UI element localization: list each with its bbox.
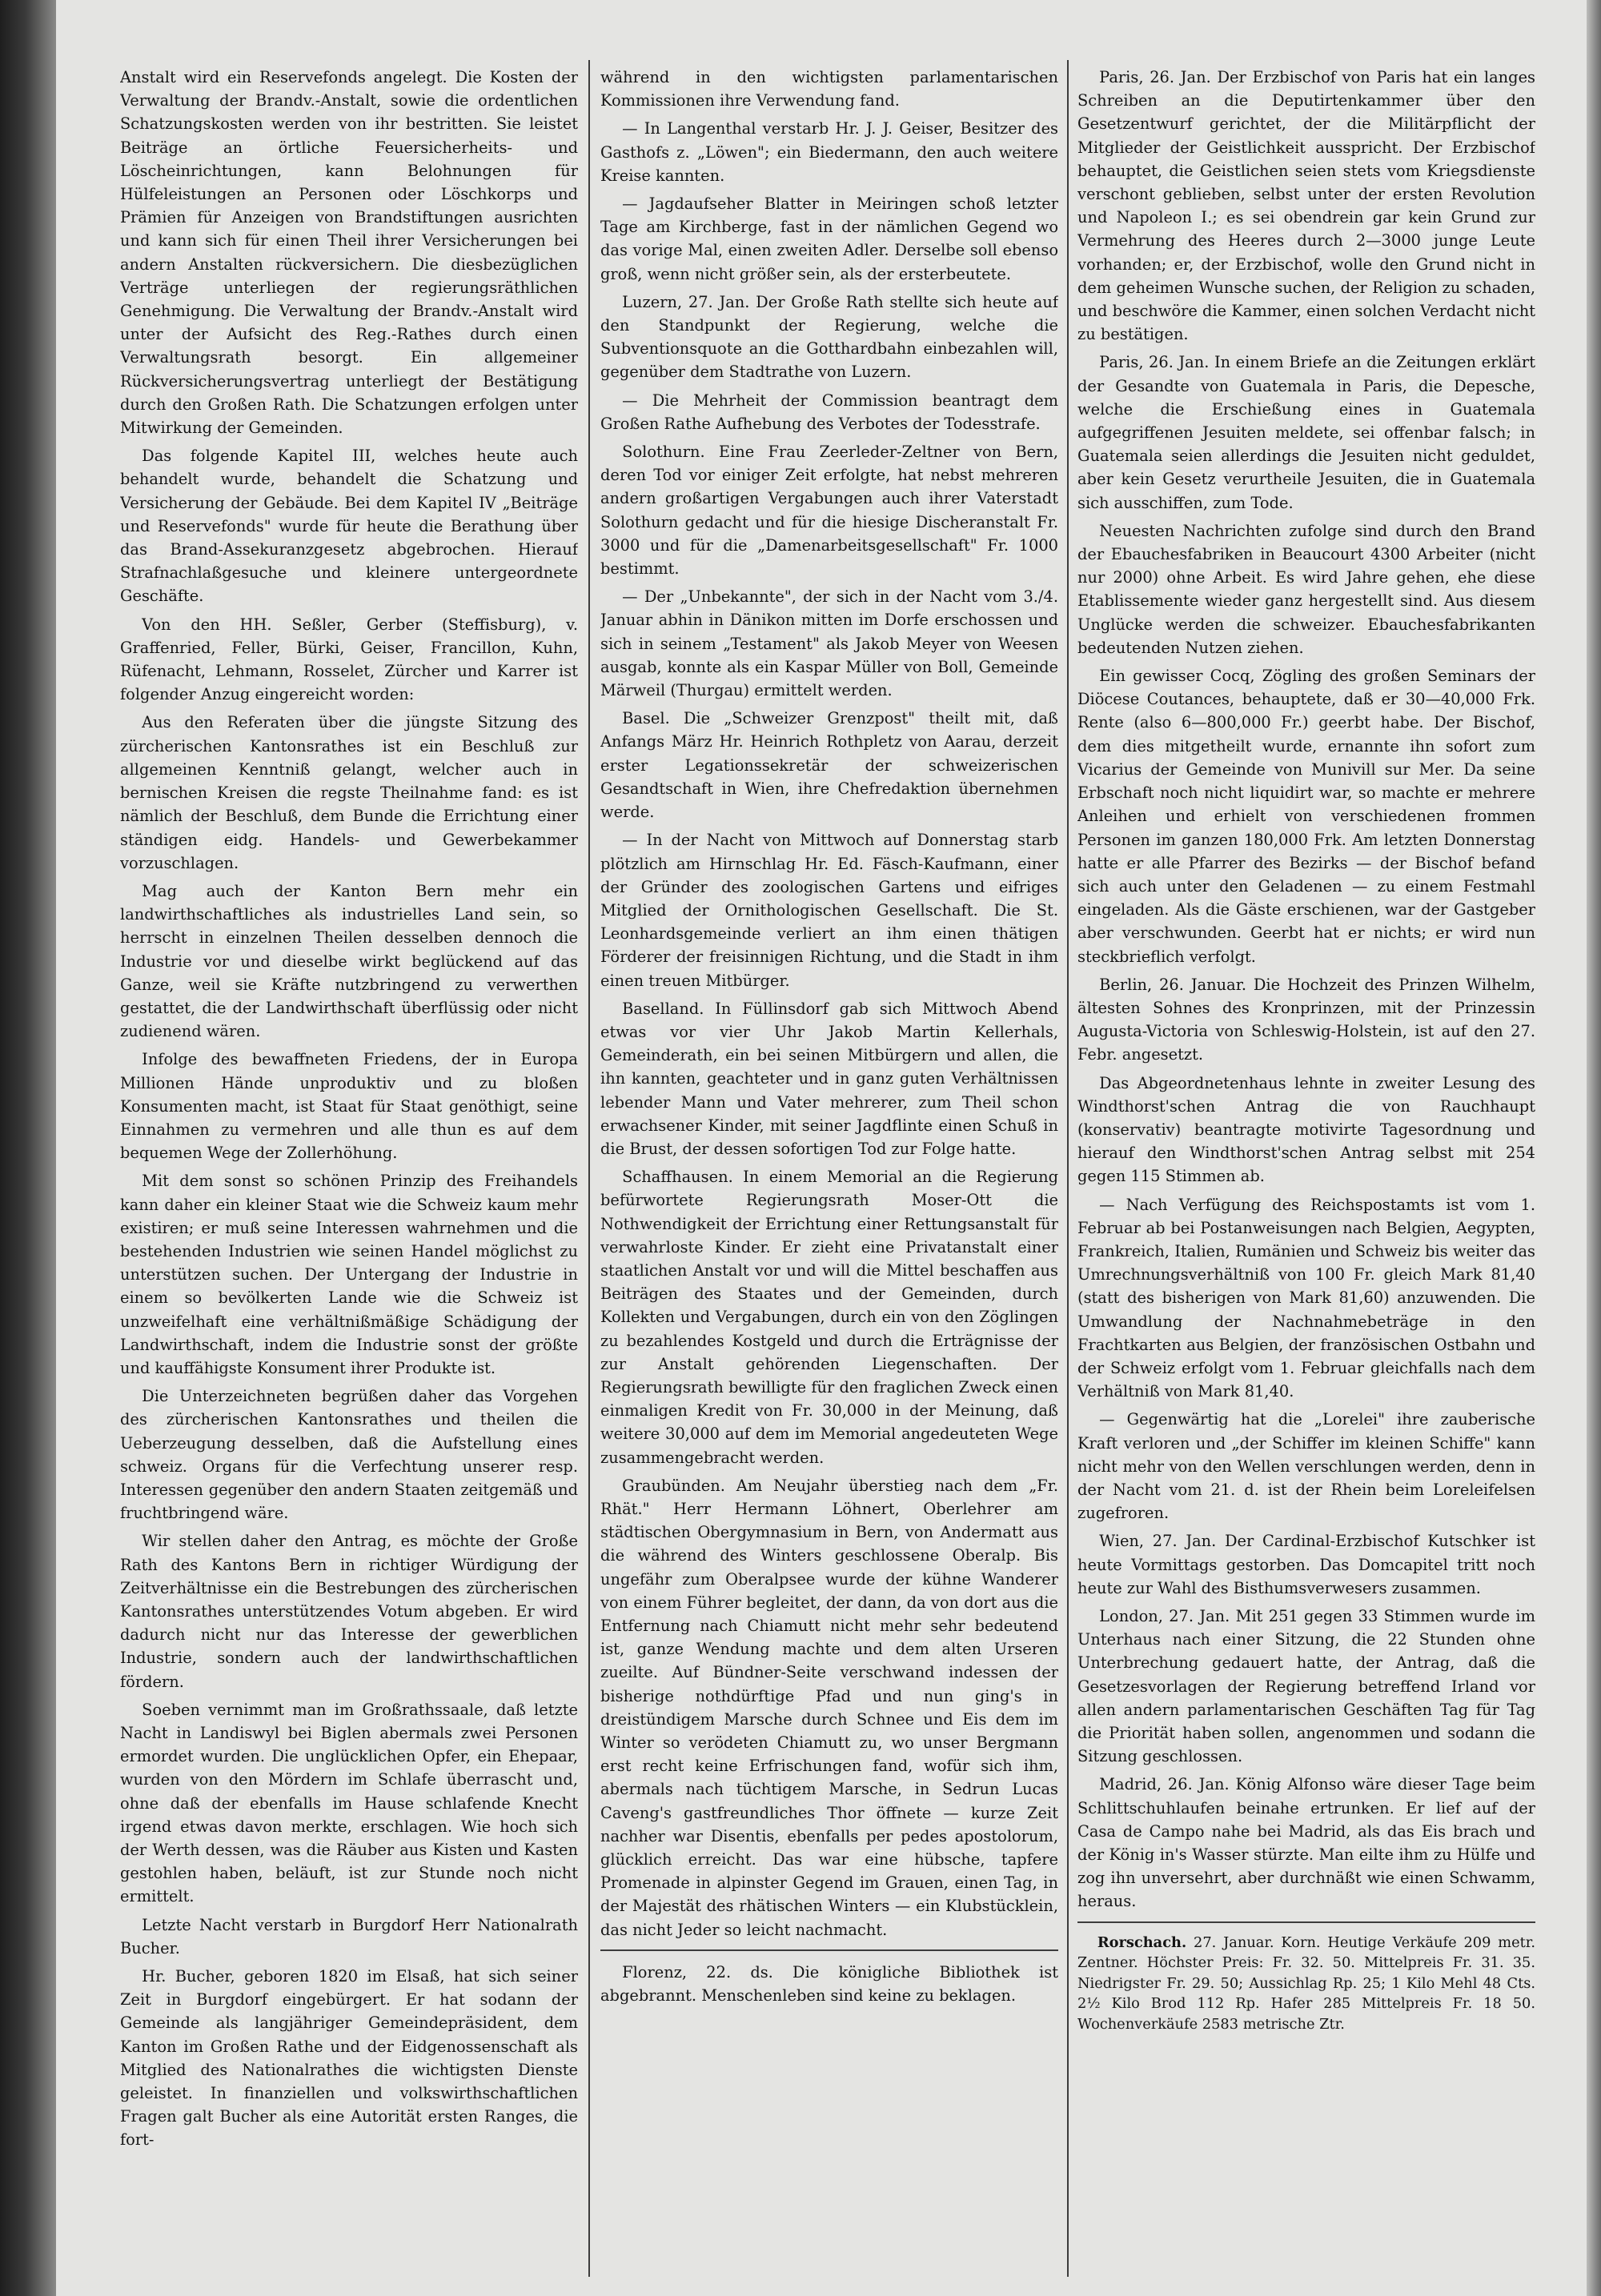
article-paragraph: Mag auch der Kanton Bern mehr ein landwirthschaftliches als industrielles Land sein, so herrscht in einzelnen Theilen desselben dennoch die Industrie vor und dieselbe wirkt beglückend auf das Ganze, weil sie Kräfte nutzbringend zu verwerthen gestattet, die der Landwirthschaft überflüssig oder nicht zudienend wären.	[120, 881, 578, 1041]
article-paragraph: Luzern, 27. Jan. Der Große Rath stellte sich heute auf den Standpunkt der Regierung, welche die Subventionsquote an die Gotthardbahn einbezahlen will, gegenüber dem Stadtrathe von Luzern.	[600, 292, 1058, 382]
column-1	[120, 66, 578, 2258]
article-paragraph: Letzte Nacht verstarb in Burgdorf Herr Nationalrath Bucher.	[120, 1915, 578, 1957]
article-paragraph: Von den HH. Seßler, Gerber (Steffisburg), v. Graffenried, Feller, Bürki, Geiser, Francillon, Kuhn, Rüfenacht, Lehmann, Rosselet, Zürcher und Karrer ist folgender Anzug eingereicht worden:	[120, 615, 578, 704]
article-paragraph: Das Abgeordnetenhaus lehnte in zweiter Lesung des Windthorst'schen Antrag die von Rauchhaupt (konservativ) beantragte motivirte Tagesordnung und hierauf den Windthorst'schen Antrag selbst mit 254 gegen 115 Stimmen ab.	[1077, 1073, 1535, 1186]
article-paragraph: Berlin, 26. Januar. Die Hochzeit des Prinzen Wilhelm, ältesten Sohnes des Kronprinzen, mit der Prinzessin Augusta-Victoria von Schleswig-Holstein, ist auf den 27. Febr. angesetzt.	[1077, 975, 1535, 1064]
article-paragraph: — Der „Unbekannte", der sich in der Nacht vom 3./4. Januar abhin in Dänikon mitten im Dorfe erschossen und sich in seinem „Testament" als Jakob Meyer von Weesen ausgab, konnte als ein Kaspar Müller von Boll, Gemeinde Märweil (Thurgau) ermittelt werden.	[600, 587, 1058, 700]
column-3	[1077, 66, 1535, 2258]
article-paragraph: Florenz, 22. ds. Die königliche Bibliothek ist abgebrannt. Menschenleben sind keine zu beklagen.	[600, 1962, 1058, 2005]
article-paragraph: Paris, 26. Jan. Der Erzbischof von Paris hat ein langes Schreiben an die Deputirtenkammer über den Gesetzentwurf gerichtet, der die Militärpflicht der Mitglieder der Geistlichkeit ausspricht. Der Erzbischof behauptet, die Geistlichen seien stets vom Kriegsdienste verschont geblieben, selbst unter der ersten Revolution und Napoleon I.; es sei obendrein gar kein Grund zur Vermehrung des Heeres durch 2—3000 junge Leute vorhanden; er, der Erzbischof, wolle den Grund nicht in dem geheimen Wunsche suchen, der Religion zu schaden, und beschwöre die Kammer, einen solchen Verdacht nicht zu bestätigen.	[1077, 68, 1535, 344]
article-paragraph: Hr. Bucher, geboren 1820 im Elsaß, hat sich seiner Zeit in Burgdorf eingebürgert. Er hat sodann der Gemeinde als langjähriger Gemeindepräsident, dem Kanton im Großen Rathe und der Eidgenossenschaft als Mitglied des Nationalrathes die wichtigsten Dienste geleistet. In finanziellen und volkswirthschaftlichen Fragen galt Bucher als eine Autorität ersten Ranges, die fort-	[120, 1967, 578, 2150]
article-paragraph: London, 27. Jan. Mit 251 gegen 33 Stimmen wurde im Unterhaus nach einer Sitzung, die 22 Stunden ohne Unterbrechung gedauert hatte, der Antrag, daß die Gesetzesvorlagen der Regierung betreffend Irland vor allen andern parlamentarischen Geschäften Tag für Tag die Priorität haben sollen, angenommen und sodann die Sitzung geschlossen.	[1077, 1607, 1535, 1766]
article-paragraph: Neuesten Nachrichten zufolge sind durch den Brand der Ebauchesfabriken in Beaucourt 4300 Arbeiter (nicht nur 2000) ohne Arbeit. Es wird Jahre gehen, ehe diese Etablissemente wieder ganz hergestellt sind. Aus diesem Unglücke werden die schweizer. Ebauchesfabrikanten bedeutenden Nutzen ziehen.	[1077, 521, 1535, 657]
article-paragraph: Wir stellen daher den Antrag, es möchte der Große Rath des Kantons Bern in richtiger Würdigung der Zeitverhältnisse ein die Bestrebungen des zürcherischen Kantonsrathes unterstützendes Votum abgeben. Er wird dadurch nicht nur das Interesse der gewerblichen Industrie, sondern auch der landwirthschaftlichen fördern.	[120, 1532, 578, 1691]
article-paragraph: Das folgende Kapitel III, welches heute auch behandelt wurde, behandelt die Schatzung und Versicherung der Gebäude. Bei dem Kapitel IV „Beiträge und Reservefonds" wurde für heute die Berathung über das Brand-Assekuranzgesetz abgebrochen. Hierauf Strafnachlaßgesuche und kleinere untergeordnete Geschäfte.	[120, 447, 578, 606]
article-paragraph: — In Langenthal verstarb Hr. J. J. Geiser, Besitzer des Gasthofs z. „Löwen"; ein Biedermann, den auch weitere Kreise kannten.	[600, 119, 1058, 185]
market-report	[1077, 1933, 1535, 2035]
article-paragraph: Wien, 27. Jan. Der Cardinal-Erzbischof Kutschker ist heute Vormittags gestorben. Das Domcapitel tritt noch heute zur Wahl des Bisthumsverwesers zusammen.	[1077, 1532, 1535, 1597]
article-paragraph: Aus den Referaten über die jüngste Sitzung des zürcherischen Kantonsrathes ist ein Beschluß zur allgemeinen Kenntniß gelangt, welcher auch in bernischen Kreisen die regste Theilnahme fand: es ist nämlich der Beschluß, dem Bunde die Errichtung einer ständigen eidg. Handels- und Gewerbekammer vorzuschlagen.	[120, 713, 578, 872]
article-paragraph: — Nach Verfügung des Reichspostamts ist vom 1. Februar ab bei Postanweisungen nach Belgien, Aegypten, Frankreich, Italien, Rumänien und Schweiz bis weiter das Umrechnungsverhältniß von 100 Fr. gleich Mark 81,40 (statt des bisherigen von Mark 81,60) anzuwenden. Die Umwandlung der Nachnahmebeträge in den Frachtkarten aus Belgien, der französischen Ostbahn und der Schweiz erfolgt vom 1. Februar gleichfalls nach dem Verhältniß von Mark 81,40.	[1077, 1195, 1535, 1401]
article-paragraph: Madrid, 26. Jan. König Alfonso wäre dieser Tage beim Schlittschuhlaufen beinahe ertrunken. Er lief auf der Casa de Campo nahe bei Madrid, als das Eis brach und der König in's Wasser stürzte. Man eilte ihm zu Hülfe und zog ihn unversehrt, aber durchnäßt wie einen Schwamm, heraus.	[1077, 1775, 1535, 1911]
article-paragraph: Baselland. In Füllinsdorf gab sich Mittwoch Abend etwas vor vier Uhr Jakob Martin Kellerhals, Gemeinderath, ein bei seinen Mitbürgern und allen, die ihn kannten, geachteter und in ganz guten Verhältnissen lebender Mann und Vater mehrerer, zum Theil schon erwachsener Kinder, mit seiner Jagdflinte einen Schuß in die Brust, der dessen sofortigen Tod zur Folge hatte.	[600, 999, 1058, 1158]
article-paragraph: Paris, 26. Jan. In einem Briefe an die Zeitungen erklärt der Gesandte von Guatemala in Paris, die Depesche, welche die Erschießung eines in Guatemala aufgegriffenen Jesuiten meldete, sei offenbar falsch; in Guatemala seien allerdings die Jesuiten nicht geduldet, aber kein Gesetz verurtheile Jesuiten, die in Guatemala sich ausschiffen, zum Tode.	[1077, 353, 1535, 512]
article-paragraph: Anstalt wird ein Reservefonds angelegt. Die Kosten der Verwaltung der Brandv.-Anstalt, sowie die ordentlichen Schatzungskosten werden von ihr bestritten. Sie leistet Beiträge an örtliche Feuersicherheits- und Löscheinrichtungen, kann Belohnungen für Hülfeleistungen an Personen oder Löschkorps und Prämien für Anzeigen von Brandstiftungen ausrichten und kann sich für einen Theil ihrer Versicherungen bei andern Anstalten rückversichern. Die diesbezüglichen Verträge unterliegen der regierungsräthlichen Genehmigung. Die Verwaltung der Brandv.-Anstalt wird unter der Aufsicht des Reg.-Rathes durch einen Verwaltungsrath besorgt. Ein allgemeiner Rückversicherungsvertrag unterliegt der Bestätigung durch den Großen Rath. Die Schatzungen erfolgen unter Mitwirkung der Gemeinden.	[120, 68, 578, 438]
article-paragraph: — In der Nacht von Mittwoch auf Donnerstag starb plötzlich am Hirnschlag Hr. Ed. Fäsch-Kaufmann, einer der Gründer des zoologischen Gartens und eifriges Mitglied der Ornithologischen Gesellschaft. Die St. Leonhardsgemeinde verliert an ihm einen thätigen Förderer der freisinnigen Richtung, und die Stadt in ihm einen treuen Mitbürger.	[600, 831, 1058, 990]
article-paragraph: während in den wichtigsten parlamentarischen Kommissionen ihre Verwendung fand.	[600, 68, 1058, 110]
article-paragraph: Solothurn. Eine Frau Zeerleder-Zeltner von Bern, deren Tod vor einiger Zeit erfolgte, hat nebst mehreren andern großartigen Vergabungen auch ihrer Vaterstadt Solothurn gedacht und für die hiesige Discheranstalt Fr. 3000 und für die „Damenarbeitsgesellschaft" Fr. 1000 bestimmt.	[600, 443, 1058, 579]
article-paragraph: — Jagdaufseher Blatter in Meiringen schoß letzter Tage am Kirchberge, fast in der nämlichen Gegend wo das vorige Mal, einen zweiten Adler. Derselbe soll ebenso groß, wenn nicht größer sein, als der ersterbeutete.	[600, 194, 1058, 283]
article-paragraph: Infolge des bewaffneten Friedens, der in Europa Millionen Hände unproduktiv und zu bloßen Konsumenten macht, ist Staat für Staat genöthigt, seine Einnahmen zu vermehren und alle thun es auf dem bequemen Wege der Zollerhöhung.	[120, 1050, 578, 1163]
section-rule	[600, 1949, 1058, 1951]
market-place: Rorschach.	[1097, 1933, 1187, 1951]
article-paragraph: Mit dem sonst so schönen Prinzip des Freihandels kann daher ein kleiner Staat wie die Schweiz kaum mehr existiren; er muß seine Interessen wahrnehmen und die bestehenden Industrien wie seinen Handel möglichst zu unterstützen suchen. Der Untergang der Industrie in einem so bevölkerten Lande wie die Schweiz ist unzweifelhaft eine verhältnißmäßige Schädigung der Landwirthschaft, indem die Industrie sonst der größte und kauffähigste Konsument ihrer Produkte ist.	[120, 1172, 578, 1377]
column-divider-1	[588, 60, 590, 2277]
article-paragraph: Ein gewisser Cocq, Zögling des großen Seminars der Diöcese Coutances, behauptete, daß er 30—40,000 Frk. Rente (also 6—800,000 Fr.) geerbt habe. Der Bischof, dem dies mitgetheilt wurde, ernannte ihn sofort zum Vicarius der Gemeinde von Munivill sur Mer. Da seine Erbschaft noch nicht liquidirt war, so machte er mehrere Anleihen und erhielt von verschiedenen frommen Personen im ganzen 180,000 Frk. Am letzten Donnerstag hatte er alle Pfarrer des Bezirks — der Bischof befand sich auch unter den Geladenen — zu einem Festmahl eingeladen. Als die Gäste erschienen, war der Gastgeber aber verschwunden. Geerbt hat er nichts; er wird nun steckbrieflich verfolgt.	[1077, 667, 1535, 966]
article-paragraph: Die Unterzeichneten begrüßen daher das Vorgehen des zürcherischen Kantonsrathes und theilen die Ueberzeugung desselben, daß die Aufstellung eines schweiz. Organs für die Verfechtung unserer resp. Interessen gegenüber den andern Staaten zeitgemäß und fruchtbringend wäre.	[120, 1387, 578, 1523]
article-paragraph: — Gegenwärtig hat die „Lorelei" ihre zauberische Kraft verloren und „der Schiffer im kleinen Schiffe" kann nicht mehr von den Wellen verschlungen werden, denn in der Nacht vom 21. d. ist der Rhein beim Loreleifelsen zugefroren.	[1077, 1410, 1535, 1523]
column-divider-2	[1067, 60, 1069, 2277]
article-paragraph: Schaffhausen. In einem Memorial an die Regierung befürwortete Regierungsrath Moser-Ott die Nothwendigkeit der Errichtung einer Rettungsanstalt für verwahrloste Kinder. Er zieht eine Privatanstalt einer staatlichen Anstalt vor und will die Mittel beschaffen aus Beiträgen des Staates und der Gemeinden, durch Kollekten und Vergabungen, durch ein von den Zöglingen zu bezahlendes Kostgeld und durch die Erträgnisse der zur Anstalt gehörenden Liegenschaften. Der Regierungsrath bewilligte für den fraglichen Zweck einen einmaligen Kredit von Fr. 30,000 in der Meinung, daß weitere 30,000 auf dem im Memorial angedeuteten Wege zusammengebracht werden.	[600, 1168, 1058, 1467]
column-2	[600, 66, 1058, 2258]
article-paragraph: Basel. Die „Schweizer Grenzpost" theilt mit, daß Anfangs März Hr. Heinrich Rothpletz von Aarau, derzeit erster Legationssekretär der schweizerischen Gesandtschaft in Wien, ihre Chefredaktion übernehmen werde.	[600, 709, 1058, 822]
scan-right-edge	[1587, 0, 1601, 2296]
article-paragraph: Graubünden. Am Neujahr überstieg nach dem „Fr. Rhät." Herr Hermann Löhnert, Oberlehrer am städtischen Obergymnasium in Bern, von Andermatt aus die während des Winters geschlossene Oberalp. Bis ungefähr zum Oberalpsee wurde der kühne Wanderer von einem Führer begleitet, der dann, da von dort aus die Entfernung nach Chiamutt nicht mehr sehr bedeutend ist, ganze Wendung machte und dem alten Urseren zueilte. Auf Bündner-Seite verschwand indessen der bisherige nothdürftige Pfad und nun ging's in dreistündigem Marsche durch Schnee und Eis dem im Winter so verödeten Chiamutt zu, wo unser Bergmann erst recht keine Erfrischungen fand, wofür sich ihm, abermals nach tüchtigem Marsche, in Sedrun Lucas Caveng's gastfreundliches Thor öffnete — kurze Zeit nachher war Disentis, ebenfalls per pedes apostolorum, glücklich erreicht. Das war eine hübsche, tapfere Promenade in alpinster Gegend im Grauen, einen Tag, in der Majestät des rhätischen Winters — ein Klubstücklein, das nicht Jeder so leicht nachmacht.	[600, 1476, 1058, 1939]
market-text: 27. Januar. Korn. Heutige Verkäufe 209 metr. Zentner. Höchster Preis: Fr. 32. 50. Mittelpreis Fr. 31. 35. Niedrigster Fr. 29. 50; Aussichlag Rp. 25; 1 Kilo Mehl 48 Cts. 2½ Kilo Brod 112 Rp. Hafer 285 Mittelpreis Fr. 18 50. Wochenverkäufe 2583 metrische Ztr.	[1077, 1933, 1535, 2033]
article-paragraph: — Die Mehrheit der Commission beantragt dem Großen Rathe Aufhebung des Verbotes der Todesstrafe.	[600, 391, 1058, 433]
article-paragraph: Soeben vernimmt man im Großrathssaale, daß letzte Nacht in Landiswyl bei Biglen abermals zwei Personen ermordet wurden. Die unglücklichen Opfer, ein Ehepaar, wurden von den Mördern im Schlafe überrascht und, ohne daß der ebenfalls im Hause schlafende Knecht irgend etwas davon merkte, erschlagen. Wie hoch sich der Werth dessen, was die Räuber aus Kisten und Kasten gestohlen haben, beläuft, ist zur Stunde noch nicht ermittelt.	[120, 1700, 578, 1906]
section-rule	[1077, 1921, 1535, 1923]
scan-binding-edge	[0, 0, 56, 2296]
